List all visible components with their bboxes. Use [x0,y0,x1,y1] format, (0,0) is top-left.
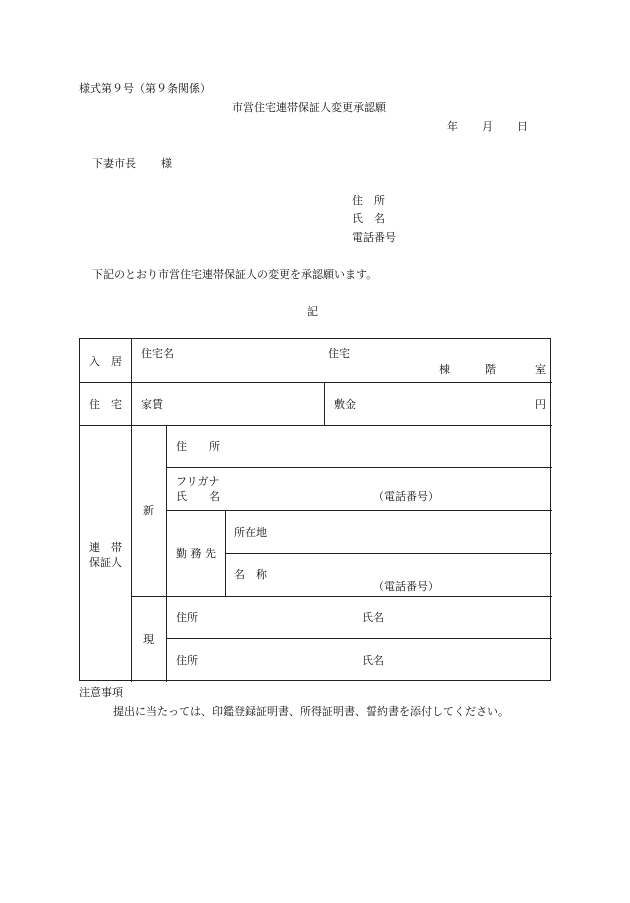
row-divider [166,638,552,639]
current-address-label: 住所 [176,654,198,667]
row-divider [166,510,552,511]
form-title: 市営住宅連帯保証人変更承認願 [232,101,386,114]
row-divider [225,553,552,554]
row-divider [166,467,552,468]
col-divider [131,339,132,682]
form-number: 様式第９号（第９条関係） [79,82,211,95]
applicant-phone-label: 電話番号 [352,231,396,244]
workplace-name-label: 名 称 [234,568,267,581]
new-address-label: 住 所 [176,440,220,453]
applicant-address-label: 住 所 [352,194,385,207]
current-name-label: 氏名 [362,611,384,624]
workplace-label: 勤 務 先 [176,547,216,560]
date-year: 年 [447,120,458,133]
to-label: 棟 [439,363,450,376]
rent-label: 家賃 [141,398,163,411]
new-name-label: 氏 名 [176,490,220,503]
new-label: 新 [143,504,154,517]
row-divider [80,425,552,426]
notes-heading: 注意事項 [79,686,123,699]
shitsu-label: 室 [535,363,546,376]
workplace-phone-label: （電話番号） [373,580,439,593]
current-address-label: 住所 [176,611,198,624]
applicant-name-label: 氏 名 [352,212,385,225]
row-divider [80,382,552,383]
nyukyo-label: 入 居 [89,355,122,368]
notes-text: 提出に当たっては、印鑑登録証明書、所得証明書、誓約書を添付してください。 [113,705,509,718]
workplace-location-label: 所在地 [234,526,267,539]
kai-label: 階 [485,363,496,376]
current-label: 現 [143,633,154,646]
current-name-label: 氏名 [362,654,384,667]
date-month: 月 [482,120,493,133]
request-text: 下記のとおり市営住宅連帯保証人の変更を承認願います。 [92,268,378,281]
col-divider [324,382,325,425]
col-divider [166,425,167,682]
jutaku-suffix: 住宅 [328,347,350,360]
addressee-name: 下妻市長 [92,157,136,170]
house-name-label: 住宅名 [141,347,174,360]
date-day: 日 [517,120,528,133]
new-phone-label: （電話番号） [373,490,439,503]
guarantor-label-2: 保証人 [89,556,122,569]
col-divider [225,510,226,596]
ki-heading: 記 [307,305,318,318]
row-divider [131,596,552,597]
form-table [79,338,551,681]
jutaku-label: 住 宅 [89,398,122,411]
deposit-label: 敷金 [334,398,356,411]
yen-label: 円 [535,398,546,411]
furigana-label: フリガナ [176,475,220,488]
addressee-honorific: 様 [161,157,172,170]
guarantor-label-1: 連 帯 [89,541,122,554]
